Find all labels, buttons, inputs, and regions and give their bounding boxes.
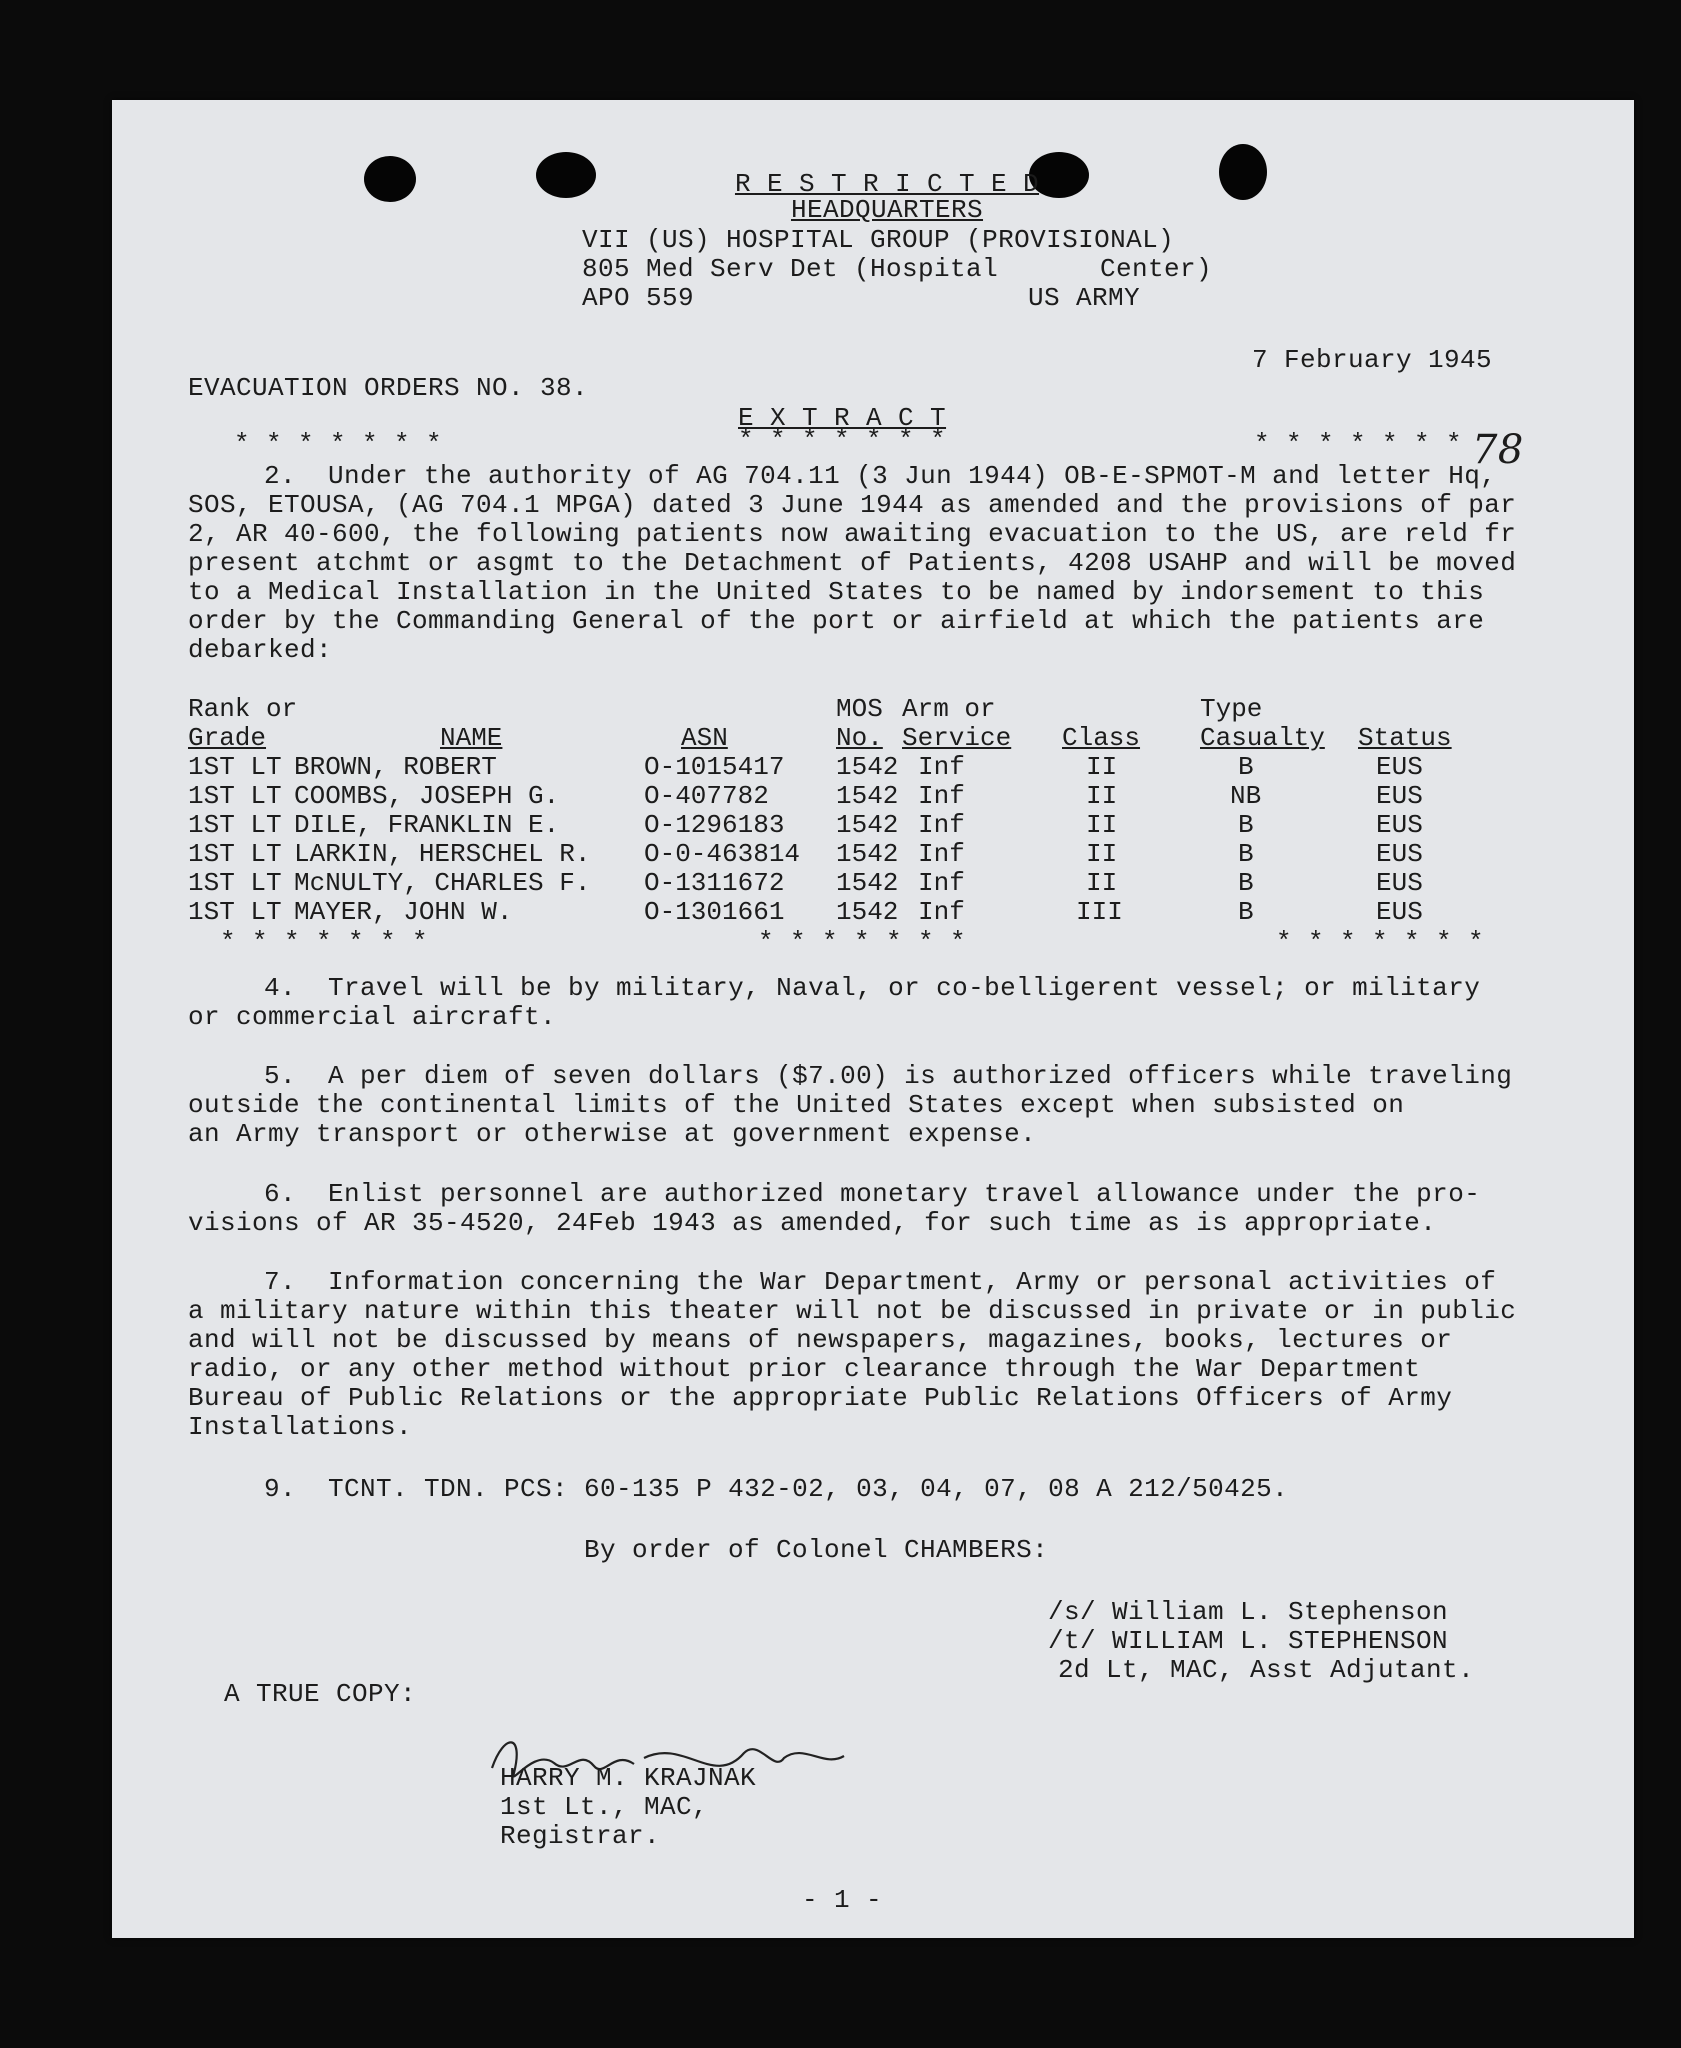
- cell-mos: 1542: [836, 868, 899, 898]
- order-date: 7 February 1945: [1252, 345, 1493, 375]
- section-stars-middle: * * * * * * *: [758, 927, 967, 957]
- header-name: NAME: [440, 723, 503, 753]
- classification-marking: R E S T R I C T E D: [734, 169, 1040, 199]
- header-asn: ASN: [681, 723, 728, 753]
- header-class: Class: [1062, 723, 1141, 753]
- para2-line: 2. Under the authority of AG 704.11 (3 Jun 1944) OB-E-SPMOT-M and letter Hq,: [264, 461, 1497, 491]
- cell-type: B: [1238, 810, 1254, 840]
- para2-line: order by the Commanding General of the port or airfield at which the patients are: [188, 606, 1485, 636]
- cell-type: NB: [1230, 781, 1262, 811]
- para7-line: Installations.: [188, 1412, 413, 1442]
- cell-asn: O-1311672: [644, 868, 785, 898]
- cell-class: II: [1086, 781, 1118, 811]
- table-row: [188, 811, 1588, 840]
- header-service: Service: [902, 723, 1012, 753]
- para7-line: Bureau of Public Relations or the appropriate Public Relations Officers of Army: [188, 1383, 1453, 1413]
- cell-rank: 1ST LT: [188, 752, 282, 782]
- page-number: - 1 -: [802, 1885, 883, 1915]
- header-type: Type: [1200, 694, 1263, 724]
- header-mos-no: No.: [836, 723, 883, 753]
- cell-type: B: [1238, 839, 1254, 869]
- table-header-top: [188, 695, 1588, 724]
- cell-name: BROWN, ROBERT: [294, 752, 497, 782]
- signature-line: 2d Lt, MAC, Asst Adjutant.: [1058, 1655, 1475, 1685]
- cell-asn: O-1015417: [644, 752, 785, 782]
- document-page: [112, 100, 1634, 1938]
- cell-asn: O-1301661: [644, 897, 785, 927]
- cell-class: II: [1086, 868, 1118, 898]
- table-row: [188, 869, 1588, 898]
- cell-rank: 1ST LT: [188, 781, 282, 811]
- cell-mos: 1542: [836, 752, 899, 782]
- header-line-3-right: Center): [1100, 254, 1213, 284]
- extract-stars: * * * * * * *: [738, 425, 947, 455]
- cell-status: EUS: [1376, 839, 1423, 869]
- cell-rank: 1ST LT: [188, 810, 282, 840]
- header-rank: Rank or: [188, 694, 298, 724]
- para5-line: 5. A per diem of seven dollars ($7.00) is authorized officers while traveling: [264, 1061, 1513, 1091]
- para5-line: outside the continental limits of the United States except when subsisted on: [188, 1090, 1405, 1120]
- cell-asn: O-1296183: [644, 810, 785, 840]
- cell-mos: 1542: [836, 810, 899, 840]
- cell-class: II: [1086, 839, 1118, 869]
- para2-line: SOS, ETOUSA, (AG 704.1 MPGA) dated 3 June 1944 as amended and the provisions of par: [188, 490, 1517, 520]
- registrar-line: 1st Lt., MAC,: [500, 1792, 709, 1822]
- para6-line: visions of AR 35-4520, 24Feb 1943 as amended, for such time as is appropriate.: [188, 1208, 1437, 1238]
- para7-line: a military nature within this theater will not be discussed in private or in public: [188, 1296, 1517, 1326]
- signature-line: /s/ William L. Stephenson: [1048, 1597, 1449, 1627]
- section-stars-right: * * * * * * *: [1276, 927, 1485, 957]
- section-stars-left: * * * * * * *: [234, 429, 443, 459]
- cell-status: EUS: [1376, 810, 1423, 840]
- para5-line: an Army transport or otherwise at government expense.: [188, 1119, 1037, 1149]
- by-order-line: By order of Colonel CHAMBERS:: [584, 1535, 1049, 1565]
- page-mark-number: 78: [1472, 427, 1524, 473]
- para7-line: 7. Information concerning the War Department, Army or personal activities of: [264, 1267, 1497, 1297]
- cell-asn: O-407782: [644, 781, 769, 811]
- table-row: [188, 898, 1588, 927]
- cell-class: III: [1076, 897, 1123, 927]
- cell-arm: Inf: [918, 752, 965, 782]
- true-copy-label: A TRUE COPY:: [224, 1679, 417, 1709]
- table-row: [188, 840, 1588, 869]
- cell-class: II: [1086, 810, 1118, 840]
- section-stars-right: * * * * * * *: [1254, 429, 1463, 459]
- cell-type: B: [1238, 868, 1254, 898]
- header-line-2: VII (US) HOSPITAL GROUP (PROVISIONAL): [582, 225, 1175, 255]
- punch-hole: [364, 156, 416, 202]
- header-mos: MOS: [836, 694, 883, 724]
- header-grade: Grade: [188, 723, 267, 753]
- para7-line: radio, or any other method without prior clearance through the War Department: [188, 1354, 1421, 1384]
- cell-mos: 1542: [836, 839, 899, 869]
- section-stars-left: * * * * * * *: [220, 927, 429, 957]
- para7-line: and will not be discussed by means of newspapers, magazines, books, lectures or: [188, 1325, 1453, 1355]
- cell-name: LARKIN, HERSCHEL R.: [294, 839, 591, 869]
- cell-name: COOMBS, JOSEPH G.: [294, 781, 560, 811]
- cell-name: MAYER, JOHN W.: [294, 897, 513, 927]
- cell-status: EUS: [1376, 868, 1423, 898]
- cell-status: EUS: [1376, 897, 1423, 927]
- para4-line: 4. Travel will be by military, Naval, or co-belligerent vessel; or military: [264, 973, 1481, 1003]
- cell-mos: 1542: [836, 781, 899, 811]
- header-line-1: HEADQUARTERS: [790, 195, 984, 225]
- header-arm: Arm or: [902, 694, 996, 724]
- table-header-bottom: [188, 724, 1588, 753]
- para9-line: 9. TCNT. TDN. PCS: 60-135 P 432-02, 03, 04, 07, 08 A 212/50425.: [264, 1474, 1289, 1504]
- cell-class: II: [1086, 752, 1118, 782]
- punch-hole: [536, 152, 596, 198]
- registrar-line: Registrar.: [500, 1821, 661, 1851]
- header-line-4-right: US ARMY: [1028, 283, 1141, 313]
- signature-line: /t/ WILLIAM L. STEPHENSON: [1048, 1626, 1449, 1656]
- cell-name: McNULTY, CHARLES F.: [294, 868, 591, 898]
- para6-line: 6. Enlist personnel are authorized monetary travel allowance under the pro-: [264, 1179, 1481, 1209]
- para2-line: to a Medical Installation in the United States to be named by indorsement to this: [188, 577, 1485, 607]
- cell-rank: 1ST LT: [188, 897, 282, 927]
- table-row: [188, 782, 1588, 811]
- cell-mos: 1542: [836, 897, 899, 927]
- cell-type: B: [1238, 752, 1254, 782]
- header-casualty: Casualty: [1200, 723, 1325, 753]
- table-row: [188, 753, 1588, 782]
- cell-arm: Inf: [918, 810, 965, 840]
- extract-label: E X T R A C T: [738, 403, 947, 433]
- registrar-line: HARRY M. KRAJNAK: [500, 1763, 757, 1793]
- para2-line: 2, AR 40-600, the following patients now awaiting evacuation to the US, are reld fr: [188, 519, 1517, 549]
- cell-arm: Inf: [918, 781, 965, 811]
- punch-hole: [1219, 144, 1267, 200]
- cell-status: EUS: [1376, 752, 1423, 782]
- para2-line: present atchmt or asgmt to the Detachment of Patients, 4208 USAHP and will be moved: [188, 548, 1517, 578]
- header-status: Status: [1358, 723, 1452, 753]
- cell-name: DILE, FRANKLIN E.: [294, 810, 560, 840]
- cell-arm: Inf: [918, 897, 965, 927]
- cell-asn: O-0-463814: [644, 839, 801, 869]
- cell-type: B: [1238, 897, 1254, 927]
- cell-rank: 1ST LT: [188, 839, 282, 869]
- header-line-3-left: 805 Med Serv Det (Hospital: [582, 254, 999, 284]
- header-line-4-left: APO 559: [582, 283, 695, 313]
- cell-arm: Inf: [918, 868, 965, 898]
- para4-line: or commercial aircraft.: [188, 1002, 557, 1032]
- para2-line: debarked:: [188, 635, 333, 665]
- cell-rank: 1ST LT: [188, 868, 282, 898]
- orders-title: EVACUATION ORDERS NO. 38.: [188, 373, 589, 403]
- cell-arm: Inf: [918, 839, 965, 869]
- cell-status: EUS: [1376, 781, 1423, 811]
